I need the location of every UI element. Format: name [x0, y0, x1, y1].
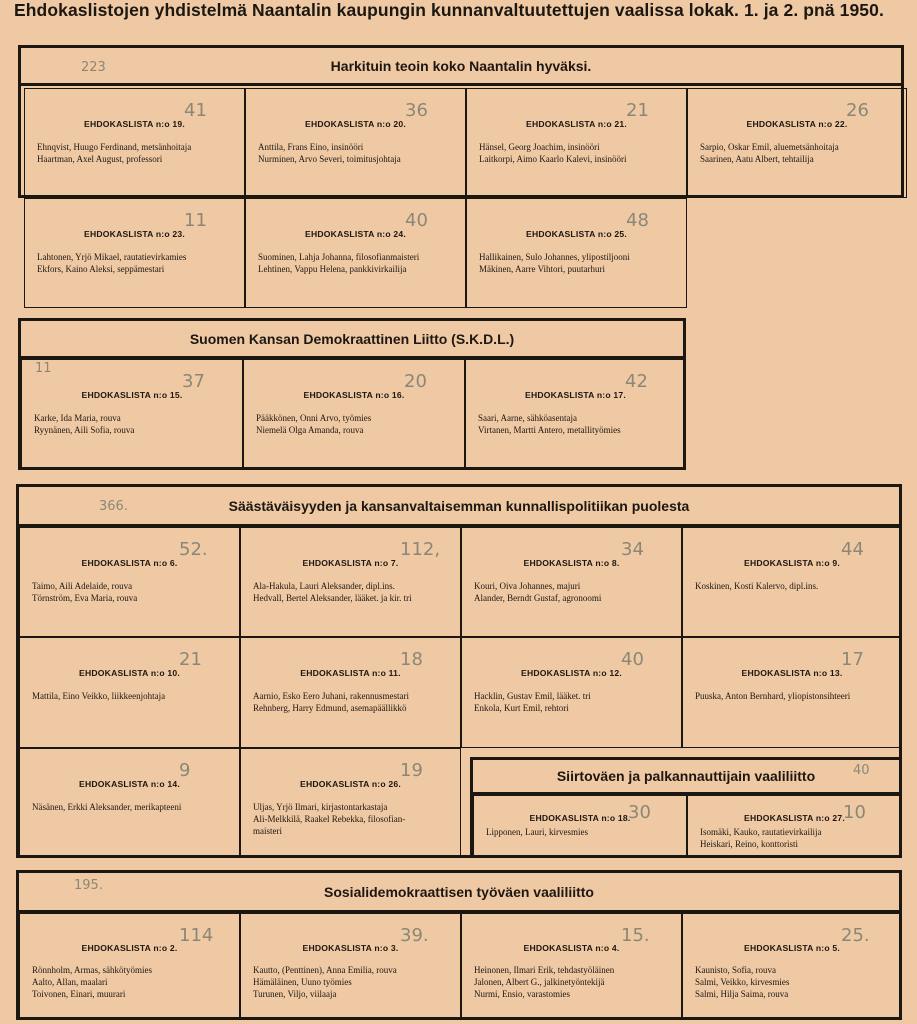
handwritten-vote-count: 48 — [626, 210, 649, 231]
list-number: EHDOKASLISTA n:o 6. — [81, 558, 178, 568]
list-number: EHDOKASLISTA n:o 5. — [744, 943, 840, 953]
section-title: Siirtoväen ja palkannauttijain vaaliliitto — [473, 760, 899, 795]
candidate-name: maisteri — [253, 826, 282, 836]
candidate-name: Nurminen, Arvo Severi, toimitusjohtaja — [258, 154, 401, 164]
candidate-list — [19, 527, 240, 637]
handwritten-vote-count: 40 — [405, 210, 428, 231]
candidate-names — [486, 826, 682, 838]
party-section — [18, 45, 904, 274]
handwritten-annotation: 223 — [81, 60, 106, 75]
candidate-list — [687, 795, 902, 858]
candidate-list — [240, 527, 461, 637]
candidate-names — [695, 690, 897, 702]
candidate-name: Aalto, Allan, maalari — [32, 977, 108, 987]
candidate-name: Mattila, Eino Veikko, liikkeenjohtaja — [32, 691, 166, 701]
party-section — [16, 870, 902, 1020]
candidate-names — [474, 580, 677, 604]
candidate-name: Lahtonen, Yrjö Mikael, rautatievirkamies — [37, 252, 187, 262]
candidate-name: Mäkinen, Aarre Vihtori, puutarhuri — [479, 264, 606, 274]
list-number: EHDOKASLISTA n:o 15. — [81, 390, 183, 400]
candidate-list — [24, 88, 245, 198]
candidate-names — [32, 964, 235, 1000]
candidate-names — [700, 141, 902, 165]
section-title: Säästäväisyyden ja kansanvaltaisemman kunnallispolitiikan puolesta — [19, 487, 899, 527]
candidate-names — [479, 251, 682, 275]
candidate-names — [478, 412, 681, 436]
candidate-names — [34, 412, 238, 436]
list-number: EHDOKASLISTA n:o 25. — [526, 229, 627, 239]
candidate-name: Haartman, Axel August, professori — [37, 154, 163, 164]
list-number: EHDOKASLISTA n:o 23. — [84, 229, 185, 239]
candidate-name: Rehnberg, Harry Edmund, asemapäällikkö — [253, 703, 407, 713]
candidate-name: Heinonen, Ilmari Erik, tehdastyöläinen — [474, 965, 615, 975]
party-section — [470, 757, 902, 858]
candidate-name: Hacklin, Gustav Emil, lääket. tri — [474, 691, 591, 701]
candidate-name: Ali-Melkkilä, Raakel Rebekka, filosofian- — [253, 814, 406, 824]
party-section — [18, 318, 686, 470]
list-number: EHDOKASLISTA n:o 17. — [525, 390, 626, 400]
candidate-list — [466, 88, 687, 198]
candidate-names — [32, 580, 235, 604]
candidate-names — [695, 964, 897, 1000]
candidate-name: Heiskari, Reino, konttoristi — [700, 839, 798, 849]
candidate-list — [19, 913, 240, 1020]
candidate-name: Lehtinen, Vappu Helena, pankkivirkailija — [258, 264, 407, 274]
list-number: EHDOKASLISTA n:o 8. — [523, 558, 620, 568]
candidate-list — [243, 359, 465, 470]
handwritten-vote-count: 11 — [184, 210, 207, 231]
list-number: EHDOKASLISTA n:o 26. — [300, 779, 401, 789]
list-number: EHDOKASLISTA n:o 16. — [303, 390, 405, 400]
handwritten-vote-count: 37 — [182, 371, 205, 392]
handwritten-vote-count: 39. — [400, 925, 429, 946]
list-number: EHDOKASLISTA n:o 10. — [79, 668, 180, 678]
candidate-name: Ekfors, Kaino Aleksi, seppämestari — [37, 264, 165, 274]
candidate-name: Kautto, (Penttinen), Anna Emilia, rouva — [253, 965, 397, 975]
candidate-names — [695, 580, 897, 592]
candidate-name: Pääkkönen, Onni Arvo, työmies — [256, 413, 372, 423]
candidate-name: Saarinen, Aatu Albert, tehtailija — [700, 154, 814, 164]
handwritten-vote-count: 20 — [404, 371, 427, 392]
handwritten-vote-count: 40 — [621, 649, 644, 670]
candidate-names — [253, 690, 456, 714]
candidate-list — [461, 637, 682, 748]
handwritten-vote-count: 44 — [841, 539, 864, 560]
candidate-name: Anttila, Frans Eino, insinööri — [258, 142, 364, 152]
list-number: EHDOKASLISTA n:o 11. — [300, 668, 401, 678]
handwritten-annotation: 11 — [35, 361, 52, 376]
handwritten-vote-count: 15. — [621, 925, 650, 946]
candidate-name: Taimo, Aili Adelaide, rouva — [32, 581, 133, 591]
list-number: EHDOKASLISTA n:o 12. — [521, 668, 622, 678]
handwritten-vote-count: 10 — [843, 802, 866, 823]
handwritten-vote-count: 18 — [400, 649, 423, 670]
handwritten-vote-count: 42 — [625, 371, 648, 392]
list-number: EHDOKASLISTA n:o 20. — [305, 119, 406, 129]
candidate-names — [32, 801, 235, 813]
candidate-list — [240, 913, 461, 1020]
list-number: EHDOKASLISTA n:o 21. — [526, 119, 627, 129]
candidate-list — [461, 527, 682, 637]
candidate-name: Törnström, Eva Maria, rouva — [32, 593, 138, 603]
candidate-name: Uljas, Yrjö Ilmari, kirjastontarkastaja — [253, 802, 388, 812]
candidate-list — [682, 527, 902, 637]
candidate-name: Hänsel, Georg Joachim, insinööri — [479, 142, 600, 152]
candidate-list — [473, 795, 687, 858]
handwritten-vote-count: 21 — [179, 649, 202, 670]
list-number: EHDOKASLISTA n:o 22. — [746, 119, 848, 129]
candidate-list — [240, 637, 461, 748]
candidate-name: Salmi, Veikko, kirvesmies — [695, 977, 790, 987]
candidate-name: Saari, Aarne, sähköasentaja — [478, 413, 577, 423]
list-number: EHDOKASLISTA n:o 4. — [523, 943, 620, 953]
candidate-name: Hedvall, Bertel Aleksander, lääket. ja kir. tri — [253, 593, 412, 603]
list-number: EHDOKASLISTA n:o 14. — [79, 779, 180, 789]
candidate-list — [466, 198, 687, 308]
list-number: EHDOKASLISTA n:o 18. — [529, 813, 631, 823]
candidate-name: Ala-Hakula, Lauri Aleksander, dipl.ins. — [253, 581, 395, 591]
candidate-names — [253, 964, 456, 1000]
candidate-name: Virtanen, Martti Antero, metallityömies — [478, 425, 621, 435]
candidate-names — [479, 141, 682, 165]
handwritten-vote-count: 9 — [179, 760, 191, 781]
handwritten-vote-count: 112, — [400, 539, 441, 560]
list-number: EHDOKASLISTA n:o 13. — [741, 668, 843, 678]
candidate-names — [37, 141, 240, 165]
candidate-name: Jalonen, Albert G., jalkinetyöntekijä — [474, 977, 605, 987]
handwritten-vote-count: 21 — [626, 100, 649, 121]
handwritten-vote-count: 114 — [179, 925, 214, 946]
candidate-name: Näsänen, Erkki Aleksander, merikapteeni — [32, 802, 182, 812]
handwritten-annotation: 40 — [853, 763, 870, 778]
candidate-name: Niemelä Olga Amanda, rouva — [256, 425, 364, 435]
handwritten-vote-count: 41 — [184, 100, 207, 121]
candidate-name: Nurmi, Ensio, varastomies — [474, 989, 570, 999]
candidate-name: Isomäki, Kauko, rautatievirkailija — [700, 827, 822, 837]
candidate-list — [21, 359, 243, 470]
candidate-list — [240, 748, 461, 858]
candidate-names — [253, 580, 456, 604]
candidate-name: Puuska, Anton Bernhard, yliopistonsihteeri — [695, 691, 851, 701]
candidate-name: Laitkorpi, Aimo Kaarlo Kalevi, insinööri — [479, 154, 627, 164]
list-number: EHDOKASLISTA n:o 7. — [302, 558, 399, 568]
candidate-names — [258, 251, 461, 275]
candidate-name: Lipponen, Lauri, kirvesmies — [486, 827, 588, 837]
candidate-list — [24, 198, 245, 308]
candidate-list — [19, 637, 240, 748]
candidate-names — [37, 251, 240, 275]
candidate-name: Kouri, Oiva Johannes, majuri — [474, 581, 581, 591]
section-title: Sosialidemokraattisen työväen vaaliliitto — [19, 873, 899, 913]
section-title: Harkituin teoin koko Naantalin hyväksi. — [21, 48, 901, 86]
candidate-name: Ryynänen, Aili Sofia, rouva — [34, 425, 135, 435]
candidate-list — [19, 748, 240, 858]
handwritten-vote-count: 25. — [841, 925, 870, 946]
candidate-list — [687, 88, 907, 198]
list-number: EHDOKASLISTA n:o 2. — [81, 943, 178, 953]
candidate-names — [474, 690, 677, 714]
handwritten-vote-count: 34 — [621, 539, 644, 560]
candidate-name: Salmi, Hilja Saima, rouva — [695, 989, 789, 999]
candidate-names — [474, 964, 677, 1000]
candidate-name: Enkola, Kurt Emil, rehtori — [474, 703, 569, 713]
candidate-name: Hämäläinen, Uuno työmies — [253, 977, 352, 987]
candidate-name: Aarnio, Esko Eero Juhani, rakennusmestari — [253, 691, 409, 701]
handwritten-vote-count: 26 — [846, 100, 869, 121]
list-number: EHDOKASLISTA n:o 9. — [744, 558, 840, 568]
handwritten-vote-count: 52. — [179, 539, 208, 560]
handwritten-vote-count: 36 — [405, 100, 428, 121]
candidate-name: Ehnqvist, Huugo Ferdinand, metsänhoitaja — [37, 142, 192, 152]
candidate-name: Alander, Berndt Gustaf, agronoomi — [474, 593, 602, 603]
candidate-name: Karke, Ida Maria, rouva — [34, 413, 121, 423]
candidate-name: Rönnholm, Armas, sähkötyömies — [32, 965, 152, 975]
candidate-name: Kaunisto, Sofia, rouva — [695, 965, 776, 975]
candidate-names — [32, 690, 235, 702]
candidate-name: Turunen, Viljo, viilaaja — [253, 989, 337, 999]
candidate-list — [682, 913, 902, 1020]
candidate-name: Sarpio, Oskar Emil, aluemetsänhoitaja — [700, 142, 839, 152]
candidate-list — [682, 637, 902, 748]
candidate-list — [461, 913, 682, 1020]
candidate-names — [258, 141, 461, 165]
candidate-names — [253, 801, 456, 837]
candidate-name: Hallikainen, Sulo Johannes, ylipostiljooni — [479, 252, 630, 262]
section-title: Suomen Kansan Demokraattinen Liitto (S.K.D.L.) — [21, 321, 683, 359]
list-number: EHDOKASLISTA n:o 19. — [84, 119, 185, 129]
candidate-name: Suominen, Lahja Johanna, filosofianmaisteri — [258, 252, 420, 262]
candidate-names — [256, 412, 460, 436]
candidate-names — [700, 826, 897, 850]
candidate-name: Koskinen, Kosti Kalervo, dipl.ins. — [695, 581, 819, 591]
candidate-list — [245, 88, 466, 198]
candidate-name: Toivonen, Einari, muurari — [32, 989, 126, 999]
document-title: Ehdokaslistojen yhdistelmä Naantalin kaupungin kunnanvaltuutettujen vaalissa lokak. 1. ja 2. pnä 1950. — [14, 0, 884, 20]
handwritten-annotation: 366. — [99, 499, 128, 514]
candidate-list — [245, 198, 466, 308]
list-number: EHDOKASLISTA n:o 3. — [302, 943, 399, 953]
list-number: EHDOKASLISTA n:o 24. — [305, 229, 406, 239]
handwritten-vote-count: 30 — [628, 802, 651, 823]
list-number: EHDOKASLISTA n:o 27. — [744, 813, 845, 823]
handwritten-vote-count: 19 — [400, 760, 423, 781]
candidate-list — [465, 359, 686, 470]
handwritten-annotation: 195. — [74, 878, 103, 893]
handwritten-vote-count: 17 — [841, 649, 864, 670]
